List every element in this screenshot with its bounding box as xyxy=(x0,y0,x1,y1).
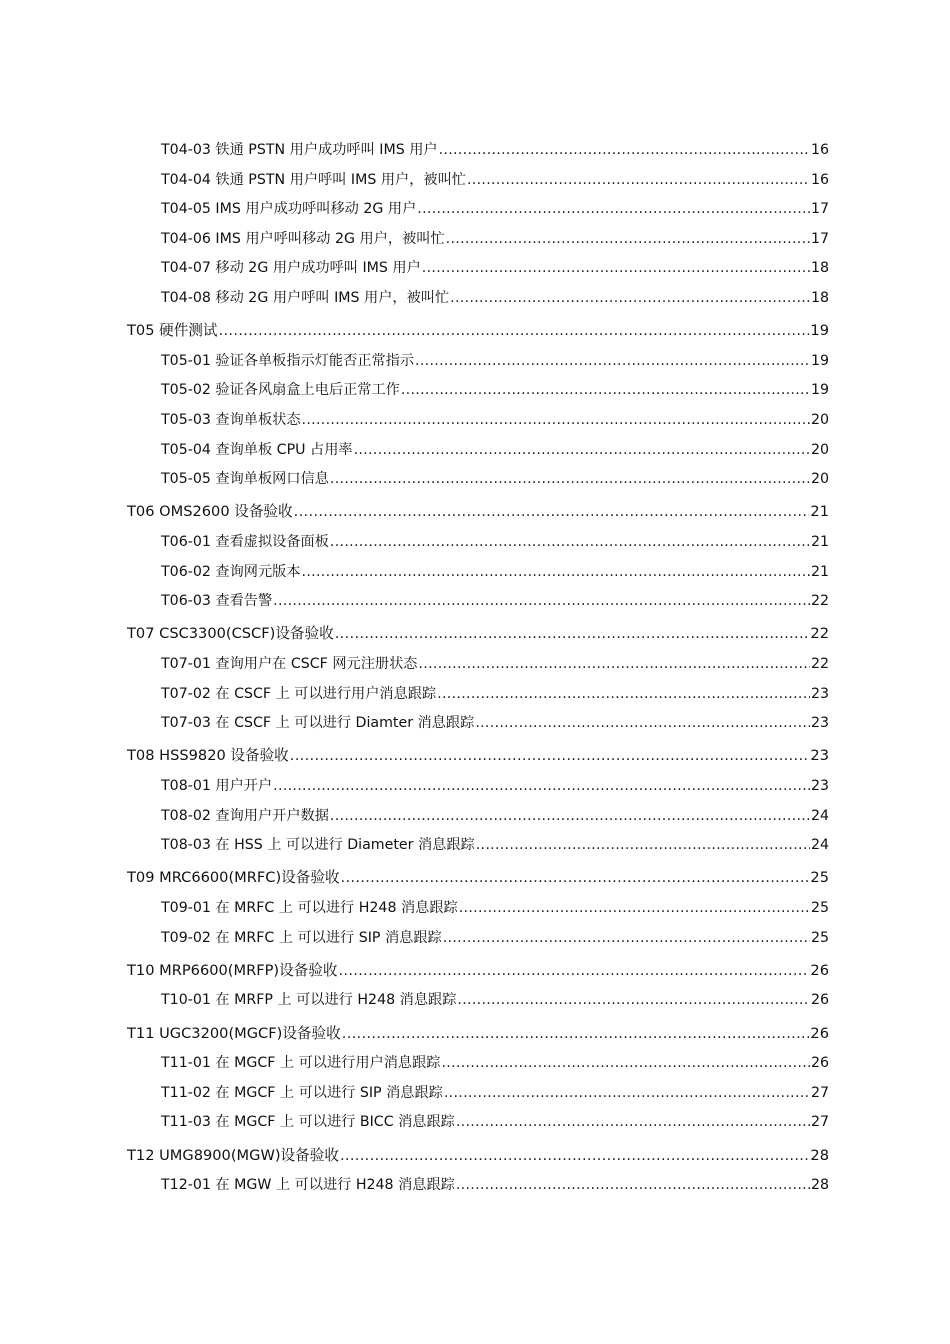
toc-dot-leader xyxy=(354,437,810,463)
toc-entry-title: T05-05 查询单板网口信息 xyxy=(161,471,329,488)
toc-dot-leader xyxy=(335,621,810,647)
toc-subsection-entry[interactable] xyxy=(161,651,829,677)
toc-page-number: 26 xyxy=(810,1024,829,1042)
toc-page-number: 20 xyxy=(810,412,829,428)
toc-section-entry[interactable] xyxy=(127,1021,829,1047)
toc-entry-title: T08-01 用户开户 xyxy=(161,778,273,794)
toc-entry-title: T11-03 在 MGCF 上 可以进行 BICC 消息跟踪 xyxy=(161,1114,455,1131)
toc-subsection-entry[interactable] xyxy=(161,895,829,921)
toc-entry-title: T08-02 查询用户开户数据 xyxy=(161,807,329,824)
toc-subsection-entry[interactable] xyxy=(161,167,829,193)
toc-page-number: 23 xyxy=(810,747,829,765)
toc-page-number: 17 xyxy=(810,201,829,218)
toc-entry-title: T11-02 在 MGCF 上 可以进行 SIP 消息跟踪 xyxy=(161,1084,443,1101)
toc-entry-title: T05-03 查询单板状态 xyxy=(161,412,301,428)
toc-entry-title: T12 UMG8900(MGW)设备验收 xyxy=(127,1146,339,1164)
toc-dot-leader xyxy=(294,499,810,525)
toc-subsection-entry[interactable] xyxy=(161,377,829,403)
toc-page-number: 24 xyxy=(810,837,829,854)
toc-section-entry[interactable] xyxy=(127,865,829,891)
toc-dot-leader xyxy=(340,1143,809,1169)
toc-subsection-entry[interactable] xyxy=(161,1172,829,1198)
toc-subsection-entry[interactable] xyxy=(161,226,829,252)
toc-page-number: 23 xyxy=(810,685,829,702)
toc-section-entry[interactable] xyxy=(127,621,829,647)
toc-page-number: 21 xyxy=(810,534,829,550)
toc-dot-leader xyxy=(330,529,810,555)
toc-entry-title: T07 CSC3300(CSCF)设备验收 xyxy=(127,625,334,643)
toc-dot-leader xyxy=(450,285,810,311)
toc-subsection-entry[interactable] xyxy=(161,588,829,614)
toc-subsection-entry[interactable] xyxy=(161,348,829,374)
toc-entry-title: T10 MRP6600(MRFP)设备验收 xyxy=(127,961,338,979)
toc-entry-title: T06-03 查看告警 xyxy=(161,593,273,610)
toc-subsection-entry[interactable] xyxy=(161,137,829,163)
toc-page-number: 22 xyxy=(810,625,829,643)
toc-dot-leader xyxy=(439,137,810,163)
toc-entry-title: T08 HSS9820 设备验收 xyxy=(127,747,289,765)
toc-dot-leader xyxy=(467,167,810,193)
toc-page-number: 20 xyxy=(810,441,829,458)
toc-subsection-entry[interactable] xyxy=(161,1050,829,1076)
toc-dot-leader xyxy=(456,1109,810,1135)
toc-section-entry[interactable] xyxy=(127,958,829,984)
toc-entry-title: T04-06 IMS 用户呼叫移动 2G 用户，被叫忙 xyxy=(161,230,445,247)
toc-subsection-entry[interactable] xyxy=(161,710,829,736)
toc-dot-leader xyxy=(273,588,810,614)
toc-subsection-entry[interactable] xyxy=(161,559,829,585)
toc-section-entry[interactable] xyxy=(127,499,829,525)
toc-entry-title: T07-01 查询用户在 CSCF 网元注册状态 xyxy=(161,656,418,672)
toc-subsection-entry[interactable] xyxy=(161,196,829,222)
toc-page-number: 28 xyxy=(810,1146,829,1164)
toc-dot-leader xyxy=(290,743,810,769)
toc-page-number: 21 xyxy=(810,563,829,580)
toc-page-number: 28 xyxy=(810,1177,829,1194)
toc-dot-leader xyxy=(459,895,810,921)
toc-dot-leader xyxy=(219,318,810,344)
toc-dot-leader xyxy=(444,1080,810,1106)
toc-page-number: 17 xyxy=(810,230,829,247)
toc-subsection-entry[interactable] xyxy=(161,987,829,1013)
toc-page-number: 18 xyxy=(810,290,829,306)
toc-entry-title: T10-01 在 MRFP 上 可以进行 H248 消息跟踪 xyxy=(161,992,457,1009)
toc-dot-leader xyxy=(330,803,810,829)
toc-entry-title: T04-05 IMS 用户成功呼叫移动 2G 用户 xyxy=(161,201,417,218)
toc-dot-leader xyxy=(417,196,810,222)
toc-page-number: 27 xyxy=(810,1084,829,1101)
toc-entry-title: T05-02 验证各风扇盒上电后正常工作 xyxy=(161,382,400,399)
toc-subsection-entry[interactable] xyxy=(161,681,829,707)
toc-page-number: 23 xyxy=(810,778,829,794)
toc-dot-leader xyxy=(476,832,810,858)
toc-entry-title: T04-03 铁通 PSTN 用户成功呼叫 IMS 用户 xyxy=(161,142,438,158)
toc-entry-title: T06-02 查询网元版本 xyxy=(161,563,301,580)
toc-entry-title: T04-07 移动 2G 用户成功呼叫 IMS 用户 xyxy=(161,260,421,277)
toc-dot-leader xyxy=(437,681,810,707)
toc-entry-title: T08-03 在 HSS 上 可以进行 Diameter 消息跟踪 xyxy=(161,837,475,854)
toc-section-entry[interactable] xyxy=(127,1143,829,1169)
toc-section-entry[interactable] xyxy=(127,318,829,344)
toc-page-number: 26 xyxy=(810,992,829,1009)
toc-page-number: 16 xyxy=(810,171,829,188)
toc-page-number: 16 xyxy=(810,142,829,158)
toc-page-number: 20 xyxy=(810,471,829,488)
toc-entry-title: T07-02 在 CSCF 上 可以进行用户消息跟踪 xyxy=(161,685,437,702)
toc-page-number: 22 xyxy=(810,656,829,672)
toc-subsection-entry[interactable] xyxy=(161,803,829,829)
toc-subsection-entry[interactable] xyxy=(161,1109,829,1135)
toc-subsection-entry[interactable] xyxy=(161,529,829,555)
toc-page-number: 18 xyxy=(810,260,829,277)
toc-entry-title: T04-04 铁通 PSTN 用户呼叫 IMS 用户，被叫忙 xyxy=(161,171,466,188)
toc-dot-leader xyxy=(446,226,810,252)
toc-dot-leader xyxy=(338,958,809,984)
toc-page-number: 26 xyxy=(810,961,829,979)
toc-dot-leader xyxy=(302,559,810,585)
toc-entry-title: T05-04 查询单板 CPU 占用率 xyxy=(161,441,353,458)
toc-page-number: 23 xyxy=(810,715,829,732)
toc-entry-title: T06 OMS2600 设备验收 xyxy=(127,503,293,521)
toc-subsection-entry[interactable] xyxy=(161,832,829,858)
toc-entry-title: T05 硬件测试 xyxy=(127,322,218,340)
toc-entry-title: T09-02 在 MRFC 上 可以进行 SIP 消息跟踪 xyxy=(161,929,442,946)
toc-dot-leader xyxy=(422,255,810,281)
toc-page-number: 19 xyxy=(810,382,829,399)
toc-page-number: 24 xyxy=(810,807,829,824)
toc-dot-leader xyxy=(441,1050,809,1076)
toc-entry-title: T04-08 移动 2G 用户呼叫 IMS 用户，被叫忙 xyxy=(161,290,450,306)
toc-page-number: 26 xyxy=(810,1055,829,1072)
toc-dot-leader xyxy=(456,1172,810,1198)
toc-dot-leader xyxy=(443,925,810,951)
toc-entry-title: T07-03 在 CSCF 上 可以进行 Diamter 消息跟踪 xyxy=(161,715,475,732)
toc-dot-leader xyxy=(302,407,810,433)
toc-dot-leader xyxy=(475,710,810,736)
toc-entry-title: T11 UGC3200(MGCF)设备验收 xyxy=(127,1024,341,1042)
toc-page-number: 19 xyxy=(810,322,829,340)
toc-dot-leader xyxy=(273,773,810,799)
toc-subsection-entry[interactable] xyxy=(161,925,829,951)
toc-page-number: 25 xyxy=(810,929,829,946)
toc-page-number: 25 xyxy=(810,869,829,887)
toc-entry-title: T09-01 在 MRFC 上 可以进行 H248 消息跟踪 xyxy=(161,900,458,916)
toc-section-entry[interactable] xyxy=(127,743,829,769)
toc-subsection-entry[interactable] xyxy=(161,255,829,281)
toc-entry-title: T11-01 在 MGCF 上 可以进行用户消息跟踪 xyxy=(161,1055,441,1072)
toc-dot-leader xyxy=(330,466,810,492)
toc-subsection-entry[interactable] xyxy=(161,1080,829,1106)
toc-entry-title: T06-01 查看虚拟设备面板 xyxy=(161,534,329,550)
toc-page-number: 25 xyxy=(810,900,829,916)
toc-dot-leader xyxy=(341,865,810,891)
toc-dot-leader xyxy=(457,987,810,1013)
toc-subsection-entry[interactable] xyxy=(161,407,829,433)
toc-page-number: 21 xyxy=(810,503,829,521)
toc-subsection-entry[interactable] xyxy=(161,437,829,463)
toc-subsection-entry[interactable] xyxy=(161,285,829,311)
toc-entry-title: T09 MRC6600(MRFC)设备验收 xyxy=(127,869,340,887)
toc-dot-leader xyxy=(415,348,810,374)
toc-subsection-entry[interactable] xyxy=(161,466,829,492)
toc-entry-title: T05-01 验证各单板指示灯能否正常指示 xyxy=(161,352,415,369)
toc-dot-leader xyxy=(418,651,809,677)
toc-dot-leader xyxy=(342,1021,810,1047)
toc-entry-title: T12-01 在 MGW 上 可以进行 H248 消息跟踪 xyxy=(161,1177,455,1194)
toc-page-number: 27 xyxy=(810,1114,829,1131)
toc-page-number: 22 xyxy=(810,593,829,610)
toc-page-number: 19 xyxy=(810,352,829,369)
toc-dot-leader xyxy=(401,377,810,403)
toc-subsection-entry[interactable] xyxy=(161,773,829,799)
